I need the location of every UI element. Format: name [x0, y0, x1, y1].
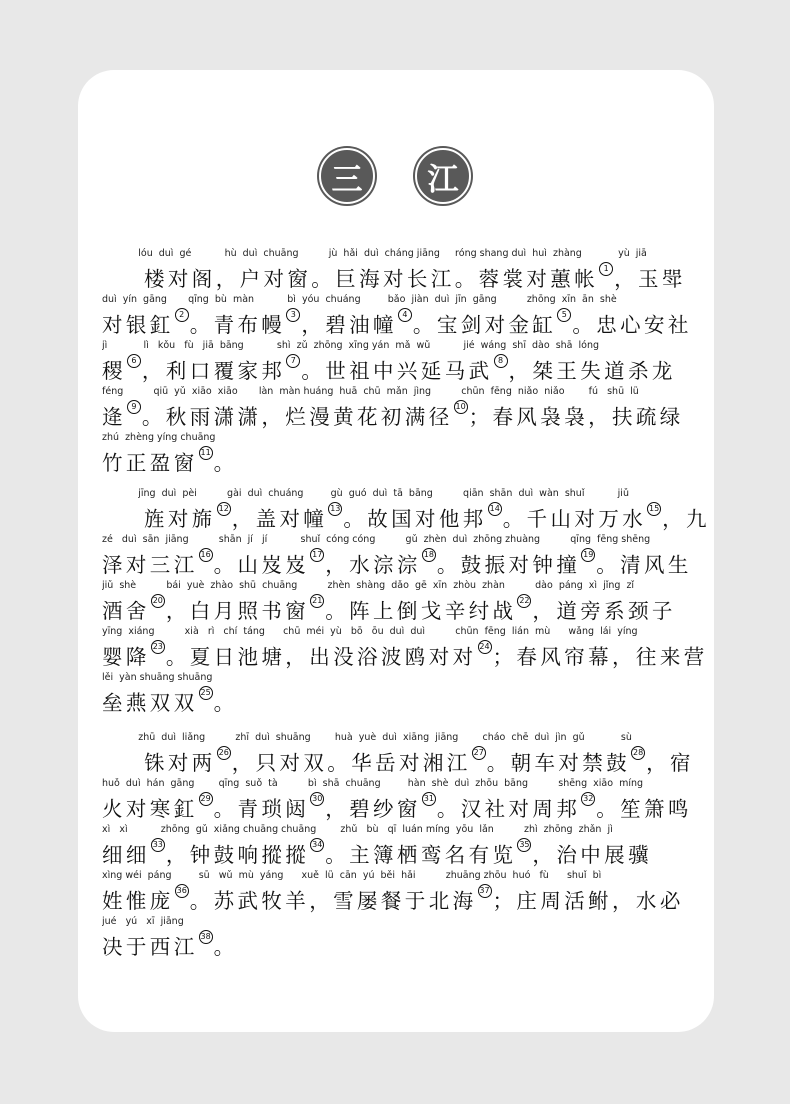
verse-segment: 。青琐闼 [213, 797, 310, 821]
verse-segment: 对银釭 [102, 313, 174, 337]
verse-line [102, 534, 692, 580]
verse-line [102, 870, 692, 916]
verse-segment: ，利口覆家邦 [141, 359, 286, 383]
pinyin-annotation: jué yú xī jiāng [102, 916, 184, 927]
verse-line [102, 824, 692, 870]
footnote-marker: 31 [422, 792, 436, 806]
verse-segment: ，只对双。华岳对湘江 [231, 751, 471, 775]
footnote-marker: 26 [217, 746, 231, 760]
verse-segment: 泽对三江 [102, 553, 198, 577]
footnote-marker: 21 [310, 594, 324, 608]
footnote-marker: 34 [310, 838, 324, 852]
verse-segment: 。清风生 [596, 553, 692, 577]
verse-text [102, 446, 692, 476]
footnote-marker: 17 [310, 548, 324, 562]
verse-segment: 。苏武牧羊，雪屡餐于北海 [189, 889, 477, 913]
verse-segment: 。忠心安社 [572, 313, 692, 337]
verse-segment: 。千山对万水 [502, 507, 647, 531]
verse-segment: ；春风袅袅，扶疏绿 [468, 405, 684, 429]
verse-segment: 。笙箫鸣 [596, 797, 692, 821]
footnote-marker: 25 [199, 686, 213, 700]
footnote-marker: 23 [151, 640, 165, 654]
verse-segment: 竹正盈窗 [102, 451, 198, 475]
title-char-1: 三 [319, 148, 375, 204]
footnote-marker: 32 [581, 792, 595, 806]
verse-line [102, 916, 692, 962]
footnote-marker: 28 [631, 746, 645, 760]
verse-line [102, 248, 692, 294]
verse-segment: 。 [213, 451, 238, 475]
pinyin-annotation: jīng duì pèi gài duì chuáng gù guó duì tā bāng qiān shān duì wàn shuǐ jiǔ [102, 488, 629, 499]
footnote-marker: 36 [175, 884, 189, 898]
footnote-marker: 6 [127, 354, 141, 368]
verse-segment: ，白月照书窗 [165, 599, 310, 623]
title-char-2: 江 [415, 148, 471, 204]
pinyin-annotation: zhú zhèng yíng chuāng [102, 432, 216, 443]
verse-line [102, 340, 692, 386]
verse-text [102, 930, 692, 960]
footnote-marker: 18 [422, 548, 436, 562]
verse-section-3 [102, 732, 692, 962]
footnote-marker: 13 [328, 502, 342, 516]
verse-segment: 姓惟庞 [102, 889, 174, 913]
verse-text [102, 686, 692, 716]
verse-segment: ，治中展骥 [532, 843, 652, 867]
verse-segment: 细细 [102, 843, 150, 867]
verse-text [102, 594, 692, 624]
footnote-marker: 10 [454, 400, 468, 414]
verse-segment: 。鼓振对钟撞 [436, 553, 581, 577]
verse-segment: ，水淙淙 [325, 553, 421, 577]
pinyin-annotation: zhū duì liǎng zhī duì shuāng huà yuè duì xiāng jiāng cháo chē duì jìn gǔ sù [102, 732, 632, 743]
verse-line [102, 386, 692, 432]
chapter-title [0, 148, 790, 204]
pinyin-annotation: duì yín gāng qīng bù màn bì yóu chuáng bǎo jiàn duì jīn gāng zhōng xīn ān shè [102, 294, 617, 305]
footnote-marker: 11 [199, 446, 213, 460]
verse-segment: 火对寒釭 [102, 797, 198, 821]
verse-section-2 [102, 488, 710, 718]
verse-line [102, 488, 710, 534]
verse-segment: ，道旁系颈子 [532, 599, 676, 623]
footnote-marker: 35 [517, 838, 531, 852]
footnote-marker: 38 [199, 930, 213, 944]
verse-text [102, 792, 692, 822]
verse-segment: 酒舍 [102, 599, 150, 623]
verse-segment: ，钟鼓响摐摐 [165, 843, 310, 867]
pinyin-annotation: huǒ duì hán gāng qīng suǒ tà bì shā chuāng hàn shè duì zhōu bāng shēng xiāo míng [102, 778, 644, 789]
footnote-marker: 16 [199, 548, 213, 562]
verse-segment: 楼对阁，户对窗。巨海对长江。蓉裳对蕙帐 [144, 267, 599, 291]
verse-text [102, 308, 692, 338]
pinyin-annotation: zé duì sān jiāng shān jí jí shuǐ cóng cóng gǔ zhèn duì zhōng zhuàng qīng fēng shēng [102, 534, 651, 545]
footnote-marker: 22 [517, 594, 531, 608]
verse-segment: 决于西江 [102, 935, 198, 959]
footnote-marker: 8 [494, 354, 508, 368]
verse-segment: 婴降 [102, 645, 150, 669]
footnote-marker: 24 [478, 640, 492, 654]
pinyin-annotation: jì lì kǒu fù jiā bāng shì zǔ zhōng xīng yán mǎ wǔ jié wáng shī dào shā lóng [102, 340, 600, 351]
verse-segment: ，九 [662, 507, 710, 531]
verse-section-1 [102, 248, 692, 478]
verse-segment: 。 [213, 691, 238, 715]
verse-segment: ；庄周活鲋，水必 [492, 889, 684, 913]
verse-segment: ，玉斝 [614, 267, 686, 291]
pinyin-annotation: xìng wéi páng sū wǔ mù yáng xuě lǚ cān yú běi hǎi zhuāng zhōu huó fù shuǐ bì [102, 870, 602, 881]
verse-segment: 。青布幔 [189, 313, 286, 337]
verse-segment: 垒燕双双 [102, 691, 198, 715]
verse-line [102, 432, 692, 478]
footnote-marker: 20 [151, 594, 165, 608]
footnote-marker: 14 [488, 502, 502, 516]
verse-segment: 。汉社对周邦 [436, 797, 581, 821]
verse-line [102, 732, 692, 778]
verse-segment: ，碧油幢 [301, 313, 397, 337]
pinyin-annotation: lěi yàn shuāng shuāng [102, 672, 213, 683]
verse-segment: 。山岌岌 [213, 553, 310, 577]
verse-segment: 旌对旆 [144, 507, 216, 531]
footnote-marker: 9 [127, 400, 141, 414]
verse-segment: 逄 [102, 405, 126, 429]
verse-text [102, 400, 692, 430]
footnote-marker: 15 [647, 502, 661, 516]
verse-text [102, 884, 692, 914]
footnote-marker: 7 [286, 354, 300, 368]
verse-text [102, 262, 692, 292]
verse-segment: ，桀王失道杀龙 [508, 359, 676, 383]
footnote-marker: 1 [599, 262, 613, 276]
footnote-marker: 3 [286, 308, 300, 322]
footnote-marker: 29 [199, 792, 213, 806]
footnote-marker: 33 [151, 838, 165, 852]
verse-segment: 。阵上倒戈辛纣战 [325, 599, 517, 623]
verse-line [102, 672, 692, 718]
verse-line [102, 294, 692, 340]
footnote-marker: 27 [472, 746, 486, 760]
verse-segment: 。朝车对禁鼓 [486, 751, 631, 775]
verse-text [102, 354, 692, 384]
verse-text [102, 548, 692, 578]
footnote-marker: 5 [557, 308, 571, 322]
verse-line [102, 580, 692, 626]
verse-segment: 铢对两 [144, 751, 216, 775]
verse-text [102, 502, 710, 532]
footnote-marker: 2 [175, 308, 189, 322]
footnote-marker: 19 [581, 548, 595, 562]
verse-segment: ，盖对幢 [231, 507, 328, 531]
verse-segment: 。夏日池塘，出没浴波鸥对对 [165, 645, 477, 669]
verse-segment: 。故国对他邦 [343, 507, 487, 531]
pinyin-annotation: xì xì zhōng gǔ xiǎng chuāng chuāng zhǔ bù qī luán míng yōu lǎn zhì zhōng zhǎn jì [102, 824, 613, 835]
verse-segment: 。秋雨潇潇，烂漫黄花初满径 [141, 405, 453, 429]
footnote-marker: 12 [217, 502, 231, 516]
verse-segment: ，碧纱窗 [325, 797, 421, 821]
pinyin-annotation: féng qiū yǔ xiāo xiāo làn màn huáng huā chū mǎn jìng chūn fēng niǎo niǎo fú shū lǜ [102, 386, 639, 397]
footnote-marker: 4 [398, 308, 412, 322]
verse-segment: 稷 [102, 359, 126, 383]
pinyin-annotation: lóu duì gé hù duì chuāng jù hǎi duì cháng jiāng róng shang duì huì zhàng yù jiā [102, 248, 647, 259]
verse-segment: 。主簿栖鸾名有览 [325, 843, 517, 867]
verse-text [102, 838, 692, 868]
verse-text [102, 746, 692, 776]
verse-segment: ，宿 [646, 751, 694, 775]
verse-line [102, 626, 708, 672]
verse-segment: 。 [213, 935, 238, 959]
footnote-marker: 37 [478, 884, 492, 898]
verse-segment: 。宝剑对金缸 [412, 313, 557, 337]
pinyin-annotation: yīng xiáng xià rì chí táng chū méi yù bō ōu duì duì chūn fēng lián mù wǎng lái yíng [102, 626, 638, 637]
verse-segment: ；春风帘幕，往来营 [492, 645, 708, 669]
verse-segment: 。世祖中兴延马武 [301, 359, 493, 383]
verse-line [102, 778, 692, 824]
pinyin-annotation: jiǔ shè bái yuè zhào shū chuāng zhèn shàng dǎo gē xīn zhòu zhàn dào páng xì jǐng zǐ [102, 580, 635, 591]
footnote-marker: 30 [310, 792, 324, 806]
verse-text [102, 640, 708, 670]
